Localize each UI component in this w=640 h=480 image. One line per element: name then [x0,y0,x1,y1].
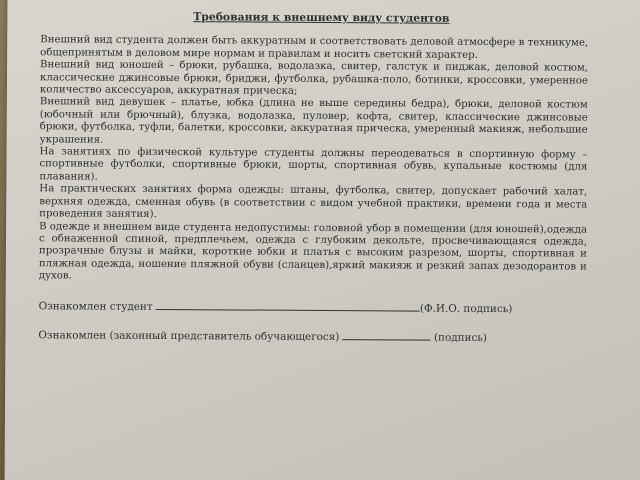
guardian-signature-blank [343,330,431,341]
student-signature-blank [156,299,420,311]
student-acknowledgement-line [39,299,587,316]
paragraph-young-women: Внешний вид девушек – платье, юбка (длина не выше середины бедра), брюки, деловой костюм (юбочный или брючный), блузка, водолазка, пуловер, кофта, свитер, классические джинсовые брюки, футболка, туфли, балетки, кроссовки, аккуратная прическа, умеренный макияж, небольшие украшения. [39,96,588,146]
guardian-acknowledgement-label: Ознакомлен (законный представитель обучающегося) [38,329,340,344]
student-signature-hint: (Ф.И.О. подпись) [419,302,513,315]
guardian-signature-hint: (подпись) [433,331,488,344]
document-title: Требования к внешнему виду студентов [193,10,450,25]
guardian-acknowledgement-line [38,328,586,345]
paragraph-physical-education: На занятиях по физической культуре студенты должны переодеваться в спортивную форму – спортивные футболки, спортивные брюки, шорты, спортивная обувь, купальные костюмы (для плавания). [39,146,588,183]
paragraph-general: Внешний вид студента должен быть аккуратным и соответствовать деловой атмосфере в техникуме, общепринятым в деловом мире нормам и правилам и носить светский характер. [40,34,589,61]
paragraph-practical-classes: На практических занятиях форма одежды: штаны, футболка, свитер, допускает рабочий халат, верхняя одежда, сменная обувь (в соответствии с видом учебной практики, времени года и места проведения занятия). [39,183,588,221]
document-body [38,10,588,345]
paper-sheet [4,0,640,480]
paragraph-young-men: Внешний вид юношей – брюки, рубашка, водолазка, свитер, галстук и пиджак, деловой костюм, классические джинсовые брюки, бриджи, футболка, рубашка-поло, ботинки, кроссовки, умеренное количество аксессуаров, аккуратная прическа; [39,59,589,97]
paragraph-prohibited: В одежде и внешнем виде студента недопустимы: головной убор в помещении (для юношей),одежда с обнаженной спиной, предплечьем, одежда с глубоким декольте, просвечивающаяся одежда, прозрачные блузы и майки, короткие юбки и платья с высоким разрезом, шорты, спортивная и пляжная одежда, ношение пляжной обуви (сланцев),яркий макияж и резкий запах дезодорантов и духов. [38,220,588,282]
student-acknowledgement-label: Ознакомлен студент [38,299,153,313]
